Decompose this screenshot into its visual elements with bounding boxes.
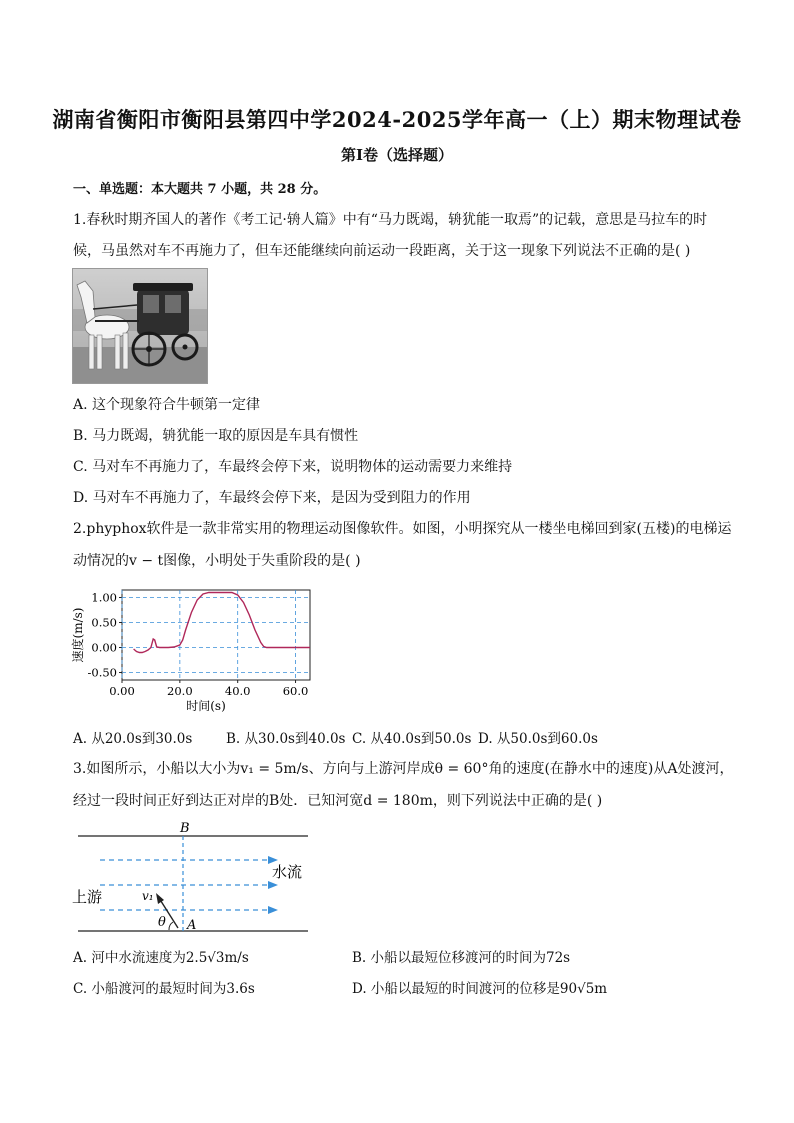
q1-option-c: C. 马对车不再施力了，车最终会停下来，说明物体的运动需要力来维持	[73, 459, 513, 475]
x-tick-label: 60.0	[282, 684, 309, 698]
y-axis-label: 速度(m/s)	[71, 607, 85, 663]
theta-arc	[169, 922, 173, 930]
x-tick-label: 20.0	[167, 684, 193, 698]
y-tick-label: 0.00	[91, 640, 117, 655]
q1-option-b: B. 马力既竭，辀犹能一取的原因是车具有惯性	[73, 428, 359, 444]
y-tick-label: 1.00	[91, 590, 117, 605]
q2-stem-line1: 2.phyphox软件是一款非常实用的物理运动图像软件。如图，小明探究从一楼坐电梯回到家(五楼)的电梯运	[73, 521, 732, 537]
q3-option-b: B. 小船以最短位移渡河的时间为72s	[352, 950, 571, 966]
q2-option-d: D. 从50.0s到60.0s	[478, 731, 598, 747]
q2-stem-line2: 动情况的v − t图像，小明处于失重阶段的是( )	[73, 553, 361, 569]
q1-option-d: D. 马对车不再施力了，车最终会停下来，是因为受到阻力的作用	[73, 490, 471, 506]
horse-carriage-photo	[72, 268, 208, 384]
q1-stem-line2: 候，马虽然对车不再施力了，但车还能继续向前运动一段距离，关于这一现象下列说法不正确的是( )	[73, 243, 691, 259]
point-a-label: A	[187, 918, 197, 933]
q3-option-c: C. 小船渡河的最短时间为3.6s	[73, 981, 255, 997]
q1-stem-line1: 1.春秋时期齐国人的著作《考工记·辀人篇》中有“马力既竭，辀犹能一取焉”的记载，意思是马拉车的时	[73, 212, 708, 228]
x-axis-label: 时间(s)	[186, 699, 226, 713]
x-tick-label: 40.0	[224, 684, 251, 698]
plot-frame	[122, 590, 310, 680]
v1-arrowhead	[156, 893, 164, 904]
q3-stem-line1: 3.如图所示，小船以大小为v₁ = 5m/s、方向与上游河岸成θ = 60°角的速度(在静水中的速度)从A处渡河，	[73, 761, 734, 777]
q2-option-c: C. 从40.0s到50.0s	[352, 731, 472, 747]
q2-option-b: B. 从30.0s到40.0s	[226, 731, 346, 747]
upstream-label: 上游	[72, 888, 103, 906]
river-crossing-svg	[70, 818, 320, 936]
q3-option-a: A. 河中水流速度为2.5√3m/s	[73, 950, 249, 966]
y-tick-label: -0.50	[87, 665, 117, 680]
q1-option-a: A. 这个现象符合牛顿第一定律	[73, 397, 261, 413]
river-crossing-diagram	[70, 818, 320, 940]
theta-label: θ	[158, 915, 166, 930]
exam-title: 湖南省衡阳市衡阳县第四中学2024-2025学年高一（上）期末物理试卷	[52, 107, 742, 132]
horse-carriage-illustration	[73, 269, 207, 383]
velocity-time-chart-svg	[70, 584, 320, 714]
q3-option-d: D. 小船以最短的时间渡河的位移是90√5m	[352, 981, 608, 997]
volume-subtitle: 第I卷（选择题）	[340, 146, 454, 164]
velocity-time-chart	[70, 584, 320, 718]
point-b-label: B	[180, 821, 190, 836]
q2-option-a: A. 从20.0s到30.0s	[73, 731, 193, 747]
x-tick-label: 0.00	[109, 684, 135, 698]
section-heading: 一、单选题：本大题共 7 小题，共 28 分。	[73, 182, 327, 197]
q3-stem-line2: 经过一段时间正好到达正对岸的B处．已知河宽d = 180m，则下列说法中正确的是( )	[73, 793, 603, 809]
y-tick-label: 0.50	[91, 615, 117, 630]
water-flow-label: 水流	[272, 863, 303, 881]
v1-label: v₁	[142, 889, 154, 903]
